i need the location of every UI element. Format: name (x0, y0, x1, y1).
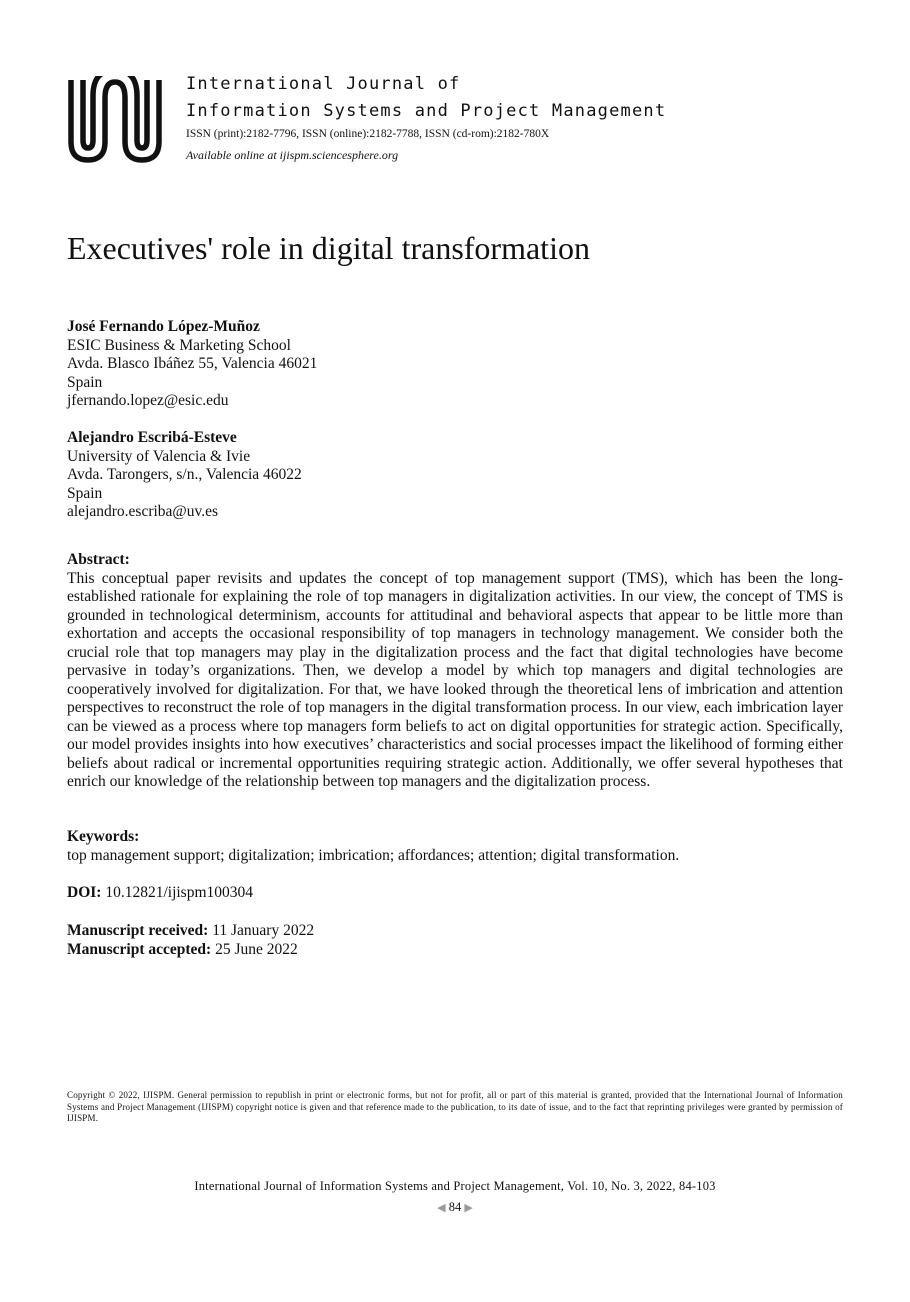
footer-citation: International Journal of Information Systems and Project Management, Vol. 10, No. 3, 2022, 84-103 (194, 1179, 716, 1193)
author-name: José Fernando López-Muñoz (67, 318, 260, 335)
previous-page-icon[interactable]: ◀ (437, 1202, 446, 1214)
page-number: 84 (448, 1200, 462, 1214)
paper-title: Executives' role in digital transformation (67, 230, 590, 266)
page-navigation (0, 1200, 910, 1215)
doi-value[interactable]: 10.12821/ijispm100304 (105, 884, 254, 901)
doi-label: DOI: (67, 884, 102, 901)
author-affiliation: University of Valencia & Ivie (67, 447, 251, 465)
accepted-label: Manuscript accepted: (67, 940, 212, 958)
author-block (67, 318, 317, 411)
received-date: 11 January 2022 (212, 922, 315, 939)
received-label: Manuscript received: (67, 922, 209, 939)
journal-name-line1: International Journal of (186, 74, 461, 94)
keywords-text: top management support; digitalization; imbrication; affordances; attention; digital transformation. (67, 846, 680, 864)
author-email[interactable]: jfernando.lopez@esic.edu (67, 392, 229, 409)
keywords-section (67, 828, 843, 865)
author-country: Spain (67, 484, 103, 502)
author-affiliation: ESIC Business & Marketing School (67, 336, 291, 354)
abstract-label: Abstract: (67, 551, 130, 568)
abstract-section (67, 551, 843, 792)
author-address: Avda. Blasco Ibáñez 55, Valencia 46021 (67, 355, 318, 372)
author-address: Avda. Tarongers, s/n., Valencia 46022 (67, 466, 302, 483)
journal-name-line2: Information Systems and Project Management (186, 101, 667, 121)
author-name: Alejandro Escribá-Esteve (67, 429, 237, 446)
journal-logo (67, 76, 163, 164)
keywords-label: Keywords: (67, 828, 140, 845)
availability-line: Available online at ijispm.sciencesphere.org (186, 148, 399, 162)
abstract-text: This conceptual paper revisits and updates the concept of top management support (TMS), which has been the long-established rationale for explaining the role of top managers in digitalization activities. In our view, the concept of TMS is grounded in technological determinism, accounts for attitudinal and behavioral aspects that appear to be little more than exhortation and accepts the occasional responsibility of top managers in technology management. We consider both the crucial role that top managers may play in the digitalization process and the fact that digital technologies have become pervasive in today’s organizations. Then, we develop a model by which top managers and digital technologies are cooperatively involved for digitalization. For that, we have looked through the theoretical lens of imbrication and attention perspectives to reconstruct the role of top managers in the digital transformation process. In our view, each imbrication layer can be viewed as a process where top managers form beliefs to act on digital opportunities for strategic action. Specifically, our model provides insights into how executives’ characteristics and social processes impact the likelihood of forming either beliefs about radical or incremental opportunities requiring strategic action. Additionally, we offer several hypotheses that enrich our knowledge of the relationship between top managers and the digitalization process. (67, 569, 843, 790)
author-block (67, 429, 302, 522)
manuscript-dates (67, 922, 843, 959)
author-email[interactable]: alejandro.escriba@uv.es (67, 503, 218, 520)
author-country: Spain (67, 373, 103, 391)
accepted-date: 25 June 2022 (215, 940, 298, 958)
issn-line: ISSN (print):2182-7796, ISSN (online):2182-7788, ISSN (cd-rom):2182-780X (186, 128, 550, 140)
doi-line (67, 884, 843, 903)
next-page-icon[interactable]: ▶ (464, 1202, 473, 1214)
copyright-notice: Copyright © 2022, IJISPM. General permission to republish in print or electronic forms, but not for profit, all or part of this material is granted, provided that the International Journal of Information Systems and Project Management (IJISPM) copyright notice is given and that reference made to the publication, to its date of issue, and to the fact that reprinting privileges were granted by permission of IJISPM. (67, 1090, 843, 1123)
